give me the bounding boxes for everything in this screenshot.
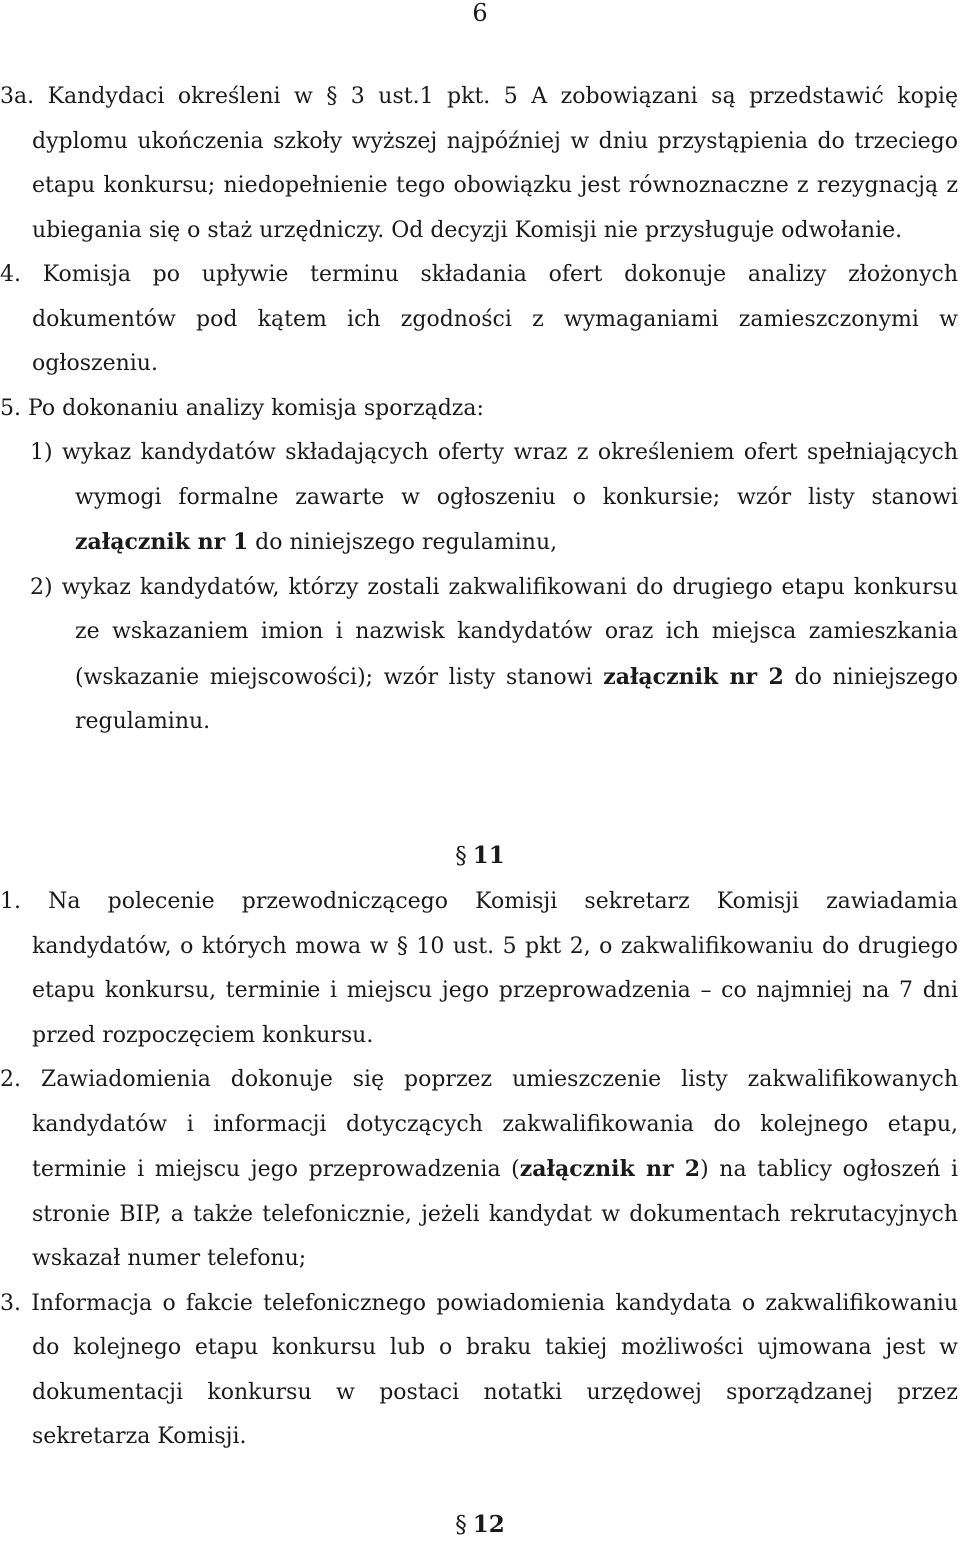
list-item-1-text: 1) wykaz kandydatów składających oferty wraz z określeniem ofert spełniających wymogi formalne zawarte w ogłoszeniu o konkursie; wzór listy stanowi [30,440,958,510]
list-item-1 [0,431,958,566]
section-11-paragraph-2 [0,1058,958,1282]
section-10-continuation [0,75,958,745]
section-11-paragraph-2-text: 2. Zawiadomienia dokonuje się poprzez umieszczenie listy zakwalifikowanych kandydatów i informacji dotyczących zakwalifikowania do kolejnego etapu, terminie i miejscu jego przeprowadzenia ( [0,1067,958,1182]
list-item-2 [0,566,958,745]
section-11-paragraph-2-tail: ) na tablicy ogłoszeń i stronie BIP, a także telefonicznie, jeżeli kandydat w dokumentach rekrutacyjnych wskazał numer telefonu; [32,1157,958,1271]
list-item-1-tail: do niniejszego regulaminu, [248,530,558,555]
attachment-1-ref: załącznik nr 1 [75,529,249,555]
section-11-paragraph-1: 1. Na polecenie przewodniczącego Komisji sekretarz Komisji zawiadamia kandydatów, o których mowa w § 10 ust. 5 pkt 2, o zakwalifikowaniu do drugiego etapu konkursu, terminie i miejscu jego przeprowadzenia – co najmniej na 7 dni przed rozpoczęciem konkursu. [0,889,958,1048]
paragraph-5: 5. Po dokonaniu analizy komisja sporządza: [0,395,484,421]
section-12-heading [0,1505,960,1545]
section-12-number: 12 [472,1511,505,1538]
attachment-2-ref-inline: załącznik nr 2 [519,1156,701,1182]
attachment-2-ref: załącznik nr 2 [603,663,784,690]
section-sign: § [455,843,467,869]
section-11-paragraph-3: 3. Informacja o fakcie telefonicznego powiadomienia kandydata o zakwalifikowaniu do kolejnego etapu konkursu lub o braku takiej możliwości ujmowana jest w dokumentacji konkursu w postaci notatki urzędowej sporządzanej przez sekretarza Komisji. [0,1290,958,1449]
list-item-2-text: 2) wykaz kandydatów, którzy zostali zakwalifikowani do drugiego etapu konkursu ze wskazaniem imion i nazwisk kandydatów oraz ich miejsca zamieszkania (wskazanie miejscowości); wzór listy stanowi [30,574,958,690]
paragraph-4: 4. Komisja po upływie terminu składania ofert dokonuje analizy złożonych dokumentów pod kątem ich zgodności z wymaganiami zamieszczonymi w ogłoszeniu. [0,262,958,376]
page-number: 6 [472,0,488,27]
section-11-body [0,880,958,1460]
section-11-number: 11 [472,842,505,869]
list-item-2-tail: do niniejszego regulaminu. [75,664,958,734]
paragraph-3a: 3a. Kandydaci określeni w § 3 ust.1 pkt. 5 A zobowiązani są przedstawić kopię dyplomu ukończenia szkoły wyższej najpóźniej w dniu przystąpienia do trzeciego etapu konkursu; niedopełnienie tego obowiązku jest równoznaczne z rezygnacją z ubiegania się o staż urzędniczy. Od decyzji Komisji nie przysługuje odwołanie. [0,84,958,243]
section-sign: § [455,1512,467,1538]
section-11-heading [0,836,960,876]
